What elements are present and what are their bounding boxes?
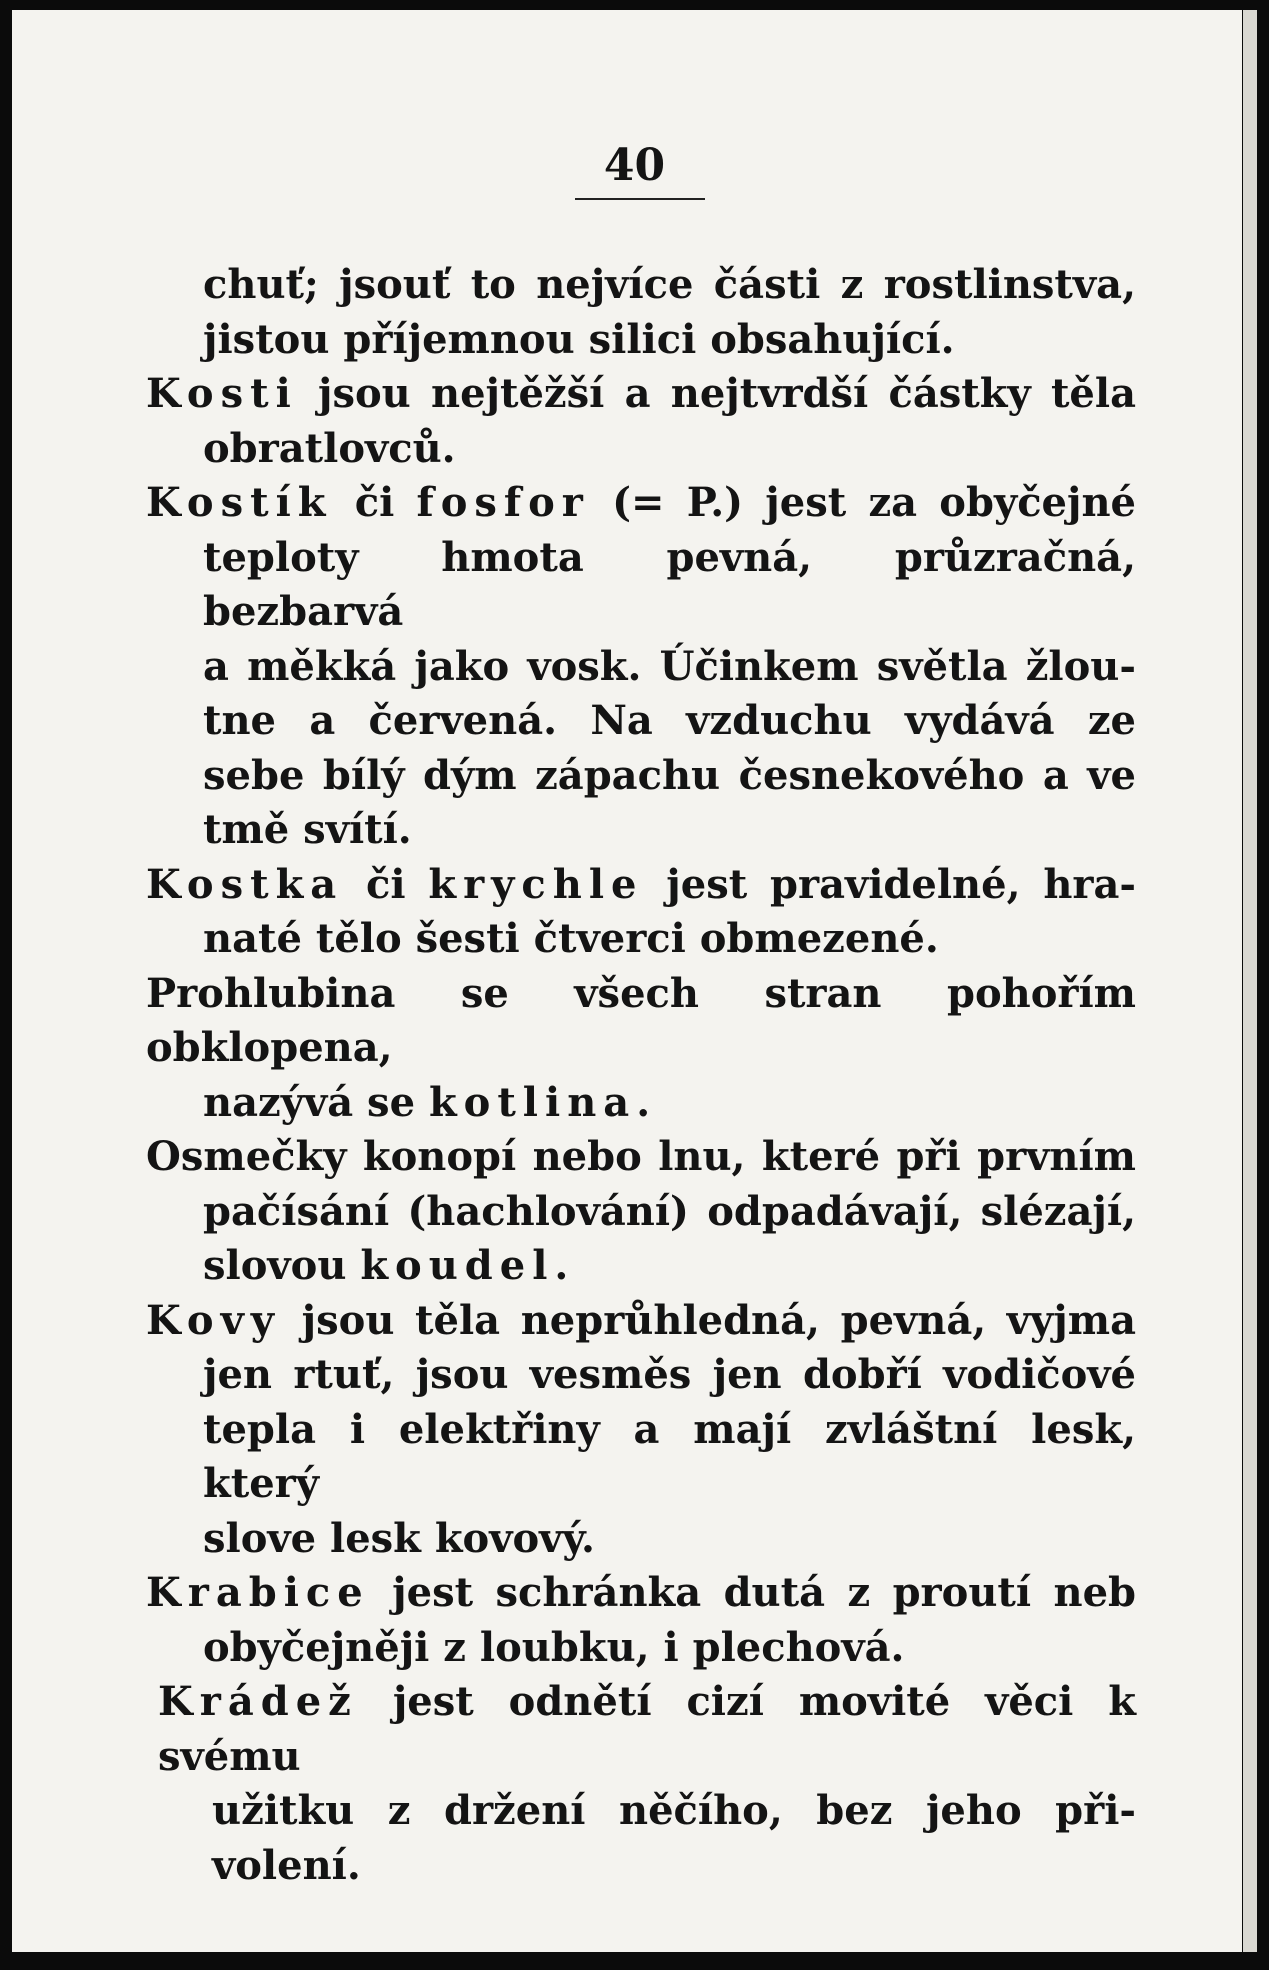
entry-term: Kosti xyxy=(146,370,298,417)
text-line: obratlovců. xyxy=(203,424,456,472)
text-line: pačísání (hachlování) odpadávají, slézají, xyxy=(203,1187,1136,1235)
text-line: jistou příjemnou silici obsahující. xyxy=(203,315,955,363)
text-line: jen rtuť, jsou vesměs jen dobří vodičové xyxy=(203,1351,1136,1398)
text-line: tmě svítí. xyxy=(203,806,412,853)
dictionary-text xyxy=(146,258,1136,1893)
entry-kovy: Kovy jsou těla neprůhledná, pevná, vyjma xyxy=(146,1296,1136,1344)
text-line: obyčejněji z loubku, i plechová. xyxy=(203,1623,905,1671)
text-line: tepla i elektřiny a mají zvláštní lesk, který xyxy=(203,1405,1136,1507)
entry-krabice: Krabice jest schránka dutá z proutí neb xyxy=(146,1569,1136,1616)
entry-term: Krabice xyxy=(146,1569,370,1616)
entry-term: kotlina xyxy=(428,1078,637,1126)
entry-kradez: Krádež jest odnětí cizí movité věci k svému xyxy=(158,1678,1136,1780)
text-line: a měkká jako vosk. Účinkem světla žlou- xyxy=(203,642,1136,690)
text-line: chuť; jsouť to nejvíce části z rostlinstva, xyxy=(203,261,1136,308)
entry-kotlina-start: Prohlubina se všech stran pohořím obklopena, xyxy=(146,969,1136,1071)
entry-kostik: Kostík či fosfor (= P.) jest za obyčejné xyxy=(146,479,1136,526)
page-edge xyxy=(1243,10,1257,1952)
text-line: sebe bílý dým zápachu česnekového a ve xyxy=(203,751,1136,799)
text-line: tne a červená. Na vzduchu vydává ze xyxy=(203,697,1136,744)
text-line: naté tělo šesti čtverci obmezené. xyxy=(203,915,939,962)
entry-kotlina: nazývá se kotlina. xyxy=(203,1078,651,1126)
entry-term: Kostík xyxy=(146,479,333,526)
entry-term: fosfor xyxy=(416,479,590,526)
entry-kostka: Kostka či krychle jest pravidelné, hra- xyxy=(146,860,1136,908)
text-line: užitku z držení něčího, bez jeho při- xyxy=(212,1787,1136,1834)
page-number: 40 xyxy=(603,140,666,191)
text-line: teploty hmota pevná, průzračná, bezbarvá xyxy=(203,533,1136,635)
entry-term: krychle xyxy=(428,860,644,908)
entry-term: Kovy xyxy=(146,1296,282,1344)
entry-koudel-start: Osmečky konopí nebo lnu, které při prvním xyxy=(146,1133,1136,1180)
entry-kosti: Kosti jsou nejtěžší a nejtvrdší částky těla xyxy=(146,370,1136,417)
page-number-rule xyxy=(575,198,705,200)
entry-koudel: slovou koudel. xyxy=(203,1242,569,1289)
entry-term: koudel xyxy=(360,1242,555,1289)
entry-term: Kostka xyxy=(146,860,344,908)
text-line: volení. xyxy=(212,1841,361,1889)
text-line: slove lesk kovový. xyxy=(203,1514,595,1562)
entry-term: Krádež xyxy=(158,1678,358,1725)
